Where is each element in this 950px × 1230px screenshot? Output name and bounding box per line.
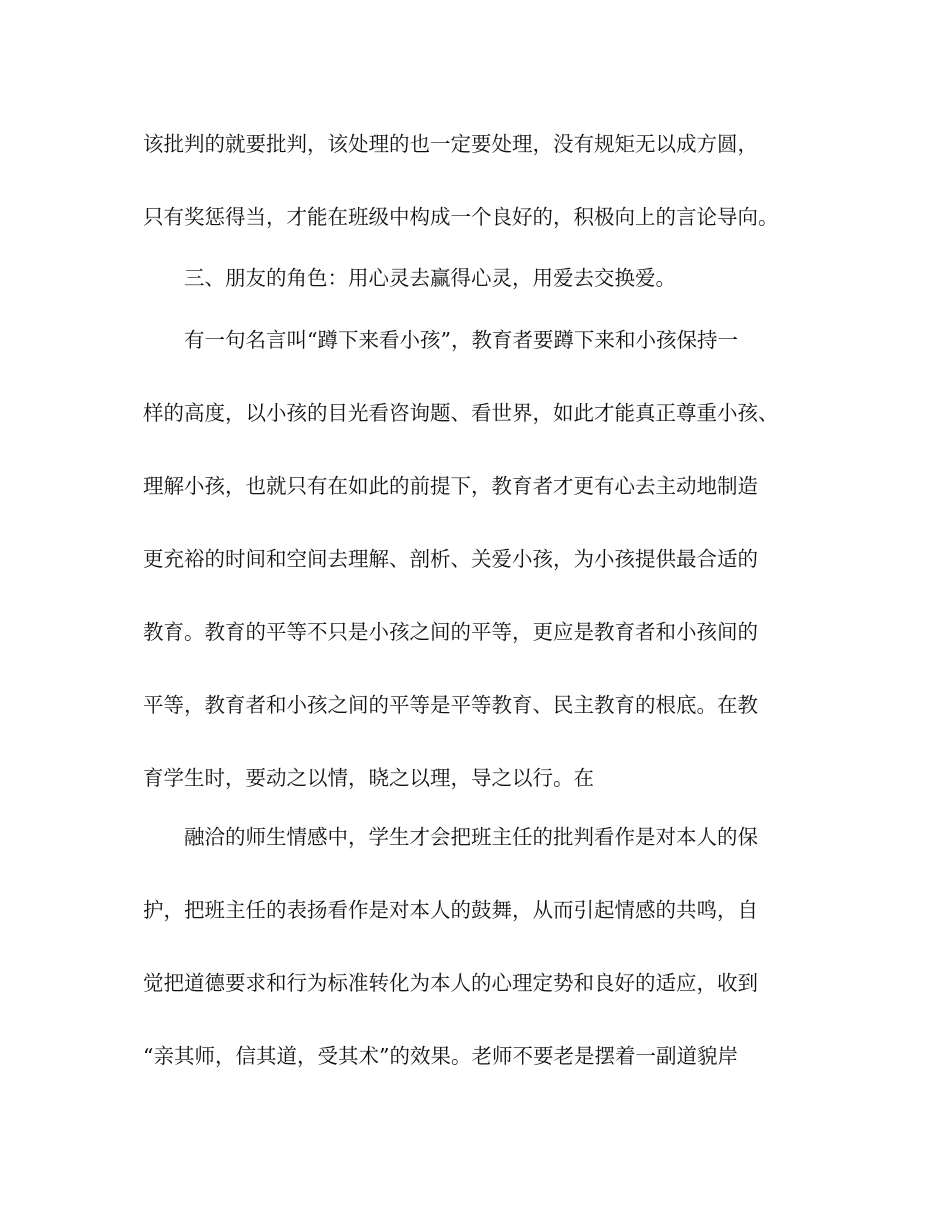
text-line: 更充裕的时间和空间去理解、剖析、关爱小孩，为小孩提供最合适的: [143, 547, 758, 571]
paragraph-first-line: 有一句名言叫“蹲下来看小孩”，教育者要蹲下来和小孩保持一: [184, 328, 738, 352]
text-line: “亲其师，信其道，受其术”的效果。老师不要老是摆着一副道貌岸: [143, 1044, 738, 1068]
text-line: 育学生时，要动之以情，晓之以理，导之以行。在: [143, 766, 594, 790]
text-line: 平等，教育者和小孩之间的平等是平等教育、民主教育的根底。在教: [143, 693, 758, 717]
text-line: 样的高度，以小孩的目光看咨询题、看世界，如此才能真正尊重小孩、: [143, 401, 779, 425]
text-line: 理解小孩，也就只有在如此的前提下，教育者才更有心去主动地制造: [143, 474, 758, 498]
section-heading: 三、朋友的角色：用心灵去赢得心灵，用爱去交换爱。: [184, 266, 676, 290]
text-line: 只有奖惩得当，才能在班级中构成一个良好的，积极向上的言论导向。: [143, 205, 779, 229]
text-line: 教育。教育的平等不只是小孩之间的平等，更应是教育者和小孩间的: [143, 620, 758, 644]
text-line: 护，把班主任的表扬看作是对本人的鼓舞，从而引起情感的共鸣，自: [143, 898, 758, 922]
paragraph-first-line: 融洽的师生情感中，学生才会把班主任的批判看作是对本人的保: [184, 825, 758, 849]
text-line: 该批判的就要批判，该处理的也一定要处理，没有规矩无以成方圆，: [143, 132, 758, 156]
text-line: 觉把道德要求和行为标准转化为本人的心理定势和良好的适应，收到: [143, 971, 758, 995]
